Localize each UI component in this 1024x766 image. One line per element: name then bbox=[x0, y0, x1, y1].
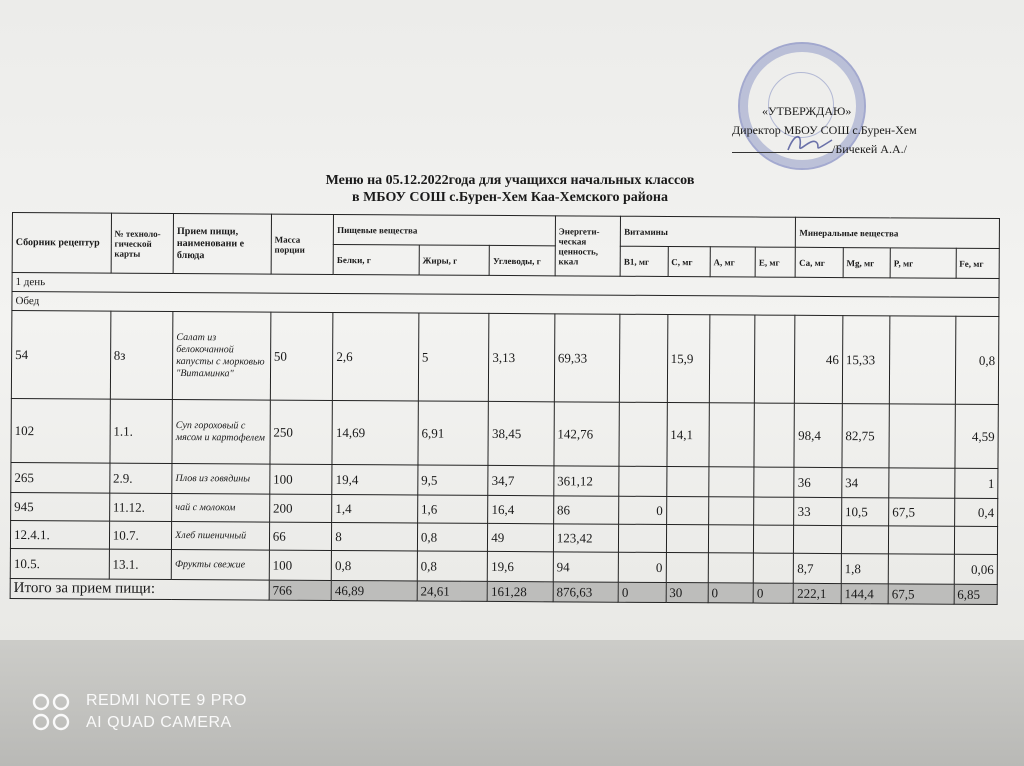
cell-card: 11.12. bbox=[109, 493, 172, 521]
cell-ca: 98,4 bbox=[794, 403, 842, 467]
table-row bbox=[11, 398, 998, 468]
total-fe: 6,85 bbox=[954, 584, 998, 604]
total-ca: 222,1 bbox=[794, 583, 841, 603]
total-c: 30 bbox=[666, 583, 708, 603]
cell-collection: 10.5. bbox=[10, 548, 109, 579]
cell-c bbox=[666, 553, 708, 583]
cell-e bbox=[754, 497, 794, 525]
cell-p bbox=[888, 554, 954, 584]
header-row-1 bbox=[12, 213, 999, 249]
header-carbs: Углеводы, г bbox=[489, 245, 555, 275]
cell-fat: 0,8 bbox=[417, 523, 488, 551]
header-mass: Масса порции bbox=[271, 214, 334, 274]
cell-mg: 1,8 bbox=[841, 554, 889, 584]
cell-fe: 0,06 bbox=[954, 554, 998, 584]
cell-card: 2.9. bbox=[109, 463, 172, 493]
cell-fe: 4,59 bbox=[955, 404, 999, 468]
cell-mg: 34 bbox=[842, 468, 890, 498]
cell-p bbox=[889, 404, 955, 468]
cell-carbs: 3,13 bbox=[489, 313, 555, 401]
approval-signature-line bbox=[732, 140, 992, 159]
header-fat: Жиры, г bbox=[419, 245, 490, 275]
cell-collection: 54 bbox=[11, 311, 110, 400]
cell-energy: 123,42 bbox=[553, 524, 619, 552]
cell-protein: 0,8 bbox=[331, 550, 417, 581]
header-vitamins: Витамины bbox=[621, 216, 796, 247]
total-energy: 876,63 bbox=[553, 582, 619, 602]
cell-mass: 100 bbox=[270, 464, 333, 494]
menu-title bbox=[230, 172, 790, 206]
cell-dish: чай с молоком bbox=[172, 493, 270, 522]
cell-dish: Плов из говядины bbox=[172, 463, 270, 494]
cell-c bbox=[666, 467, 708, 497]
header-p: P, мг bbox=[890, 248, 956, 278]
cell-protein: 1,4 bbox=[332, 494, 418, 523]
cell-c: 15,9 bbox=[667, 315, 710, 403]
cell-energy: 94 bbox=[553, 552, 619, 582]
cell-ca: 8,7 bbox=[794, 553, 842, 583]
cell-mg bbox=[841, 526, 888, 554]
watermark-model: REDMI NOTE 9 PRO bbox=[86, 692, 247, 709]
section-day: 1 день bbox=[12, 273, 999, 298]
cell-ca bbox=[794, 525, 841, 553]
cell-fe: 0,4 bbox=[954, 498, 998, 526]
cell-c bbox=[666, 525, 708, 553]
total-fat: 24,61 bbox=[417, 581, 488, 601]
cell-energy: 142,76 bbox=[554, 402, 620, 466]
cell-b1: 0 bbox=[618, 552, 666, 582]
header-collection: Сборник рецептур bbox=[12, 213, 111, 274]
cell-fat: 1,6 bbox=[417, 495, 488, 523]
cell-b1 bbox=[619, 402, 667, 466]
header-tech-card: № техноло-гической карты bbox=[111, 213, 174, 273]
cell-protein: 14,69 bbox=[332, 400, 418, 465]
cell-e bbox=[755, 315, 796, 403]
header-b1: B1, мг bbox=[620, 246, 668, 276]
header-c: C, мг bbox=[668, 247, 710, 277]
cell-energy: 361,12 bbox=[554, 466, 620, 496]
cell-card: 1.1. bbox=[110, 399, 173, 463]
table-row bbox=[11, 311, 999, 405]
menu-rows bbox=[10, 311, 999, 585]
cell-c: 14,1 bbox=[667, 403, 710, 467]
header-protein: Белки, г bbox=[333, 244, 419, 275]
cell-energy: 69,33 bbox=[554, 314, 620, 402]
cell-dish: Суп гороховый с мясом и картофелем bbox=[172, 399, 270, 464]
cell-mg: 15,33 bbox=[842, 316, 890, 404]
header-meal: Прием пищи, наименовани е блюда bbox=[173, 213, 271, 274]
cell-protein: 19,4 bbox=[332, 464, 418, 495]
header-energy: Энергети-ческая ценность, ккал bbox=[555, 216, 621, 276]
cell-card: 10.7. bbox=[109, 521, 172, 549]
cell-b1 bbox=[620, 314, 668, 402]
cell-a bbox=[708, 497, 753, 525]
cell-protein: 8 bbox=[332, 522, 418, 551]
cell-a bbox=[708, 525, 753, 553]
cell-p bbox=[889, 468, 955, 498]
cell-dish: Хлеб пшеничный bbox=[172, 521, 270, 550]
header-e: E, мг bbox=[755, 247, 795, 277]
total-carbs: 161,28 bbox=[487, 581, 553, 601]
cell-a bbox=[709, 467, 754, 497]
cell-carbs: 38,45 bbox=[488, 401, 554, 465]
approval-name: /Бичекей А.А./ bbox=[832, 142, 907, 156]
cell-b1 bbox=[619, 524, 666, 552]
header-fe: Fe, мг bbox=[956, 248, 1000, 278]
cell-a bbox=[709, 315, 755, 403]
total-mass: 766 bbox=[269, 580, 332, 600]
section-meal: Обед bbox=[12, 292, 999, 317]
cell-fe bbox=[954, 526, 998, 554]
cell-fe: 1 bbox=[954, 468, 998, 498]
cell-p: 67,5 bbox=[889, 498, 955, 526]
cell-carbs: 49 bbox=[488, 523, 554, 551]
header-a: A, мг bbox=[710, 247, 755, 277]
quad-camera-icon bbox=[30, 692, 74, 732]
title-line-1: Меню на 05.12.2022года для учащихся начальных классов bbox=[325, 173, 695, 188]
cell-ca: 36 bbox=[794, 467, 842, 497]
cell-fat: 9,5 bbox=[418, 465, 489, 495]
cell-e bbox=[753, 553, 793, 583]
cell-a bbox=[709, 403, 755, 467]
cell-collection: 102 bbox=[11, 398, 110, 463]
total-e: 0 bbox=[753, 583, 793, 603]
cell-a bbox=[708, 553, 753, 583]
watermark-camera: AI QUAD CAMERA bbox=[86, 714, 232, 731]
header-minerals: Минеральные вещества bbox=[796, 217, 1000, 248]
approval-block bbox=[732, 102, 992, 159]
total-label: Итого за прием пищи: bbox=[10, 578, 269, 600]
menu-table bbox=[10, 212, 1000, 605]
cell-b1: 0 bbox=[619, 496, 666, 524]
title-line-2: в МБОУ СОШ с.Бурен-Хем Каа-Хемского района bbox=[352, 190, 668, 205]
cell-mg: 10,5 bbox=[841, 498, 888, 526]
cell-mass: 66 bbox=[269, 522, 332, 550]
signature-underline bbox=[732, 140, 832, 153]
total-mg: 144,4 bbox=[841, 584, 888, 604]
cell-mg: 82,75 bbox=[842, 404, 890, 468]
cell-collection: 12.4.1. bbox=[10, 520, 109, 549]
approval-position: Директор МБОУ СОШ с.Бурен-Хем bbox=[732, 123, 917, 137]
cell-dish: Фрукты свежие bbox=[171, 549, 269, 580]
cell-b1 bbox=[619, 466, 667, 496]
cell-carbs: 16,4 bbox=[488, 495, 554, 523]
header-nutrients: Пищевые вещества bbox=[334, 214, 556, 245]
cell-carbs: 34,7 bbox=[488, 465, 554, 495]
cell-mass: 200 bbox=[269, 494, 332, 522]
cell-ca: 33 bbox=[794, 497, 841, 525]
cell-e bbox=[754, 525, 794, 553]
cell-fat: 0,8 bbox=[417, 551, 488, 581]
cell-energy: 86 bbox=[553, 496, 619, 524]
total-a: 0 bbox=[708, 583, 753, 603]
cell-fat: 5 bbox=[418, 313, 489, 401]
cell-card: 8з bbox=[110, 311, 173, 399]
cell-p bbox=[889, 316, 955, 404]
cell-mass: 250 bbox=[270, 400, 333, 464]
cell-collection: 265 bbox=[11, 462, 110, 493]
cell-dish: Салат из белокочанной капусты с морковью "Витаминка" bbox=[172, 311, 270, 400]
cell-e bbox=[754, 403, 795, 467]
cell-carbs: 19,6 bbox=[488, 551, 554, 581]
cell-collection: 945 bbox=[11, 492, 110, 521]
cell-fat: 6,91 bbox=[418, 401, 489, 465]
total-protein: 46,89 bbox=[331, 580, 417, 601]
cell-fe: 0,8 bbox=[955, 316, 999, 404]
approval-heading: «УТВЕРЖДАЮ» bbox=[762, 104, 852, 118]
cell-e bbox=[754, 467, 794, 497]
cell-p bbox=[889, 526, 955, 554]
cell-mass: 100 bbox=[269, 550, 332, 580]
header-ca: Ca, мг bbox=[796, 247, 844, 277]
cell-ca: 46 bbox=[795, 315, 843, 403]
header-mg: Mg, мг bbox=[843, 248, 891, 278]
cell-mass: 50 bbox=[270, 312, 333, 400]
cell-c bbox=[666, 497, 708, 525]
total-b1: 0 bbox=[618, 582, 665, 602]
cell-card: 13.1. bbox=[109, 549, 172, 579]
cell-protein: 2,6 bbox=[333, 312, 419, 401]
total-p: 67,5 bbox=[888, 584, 954, 604]
